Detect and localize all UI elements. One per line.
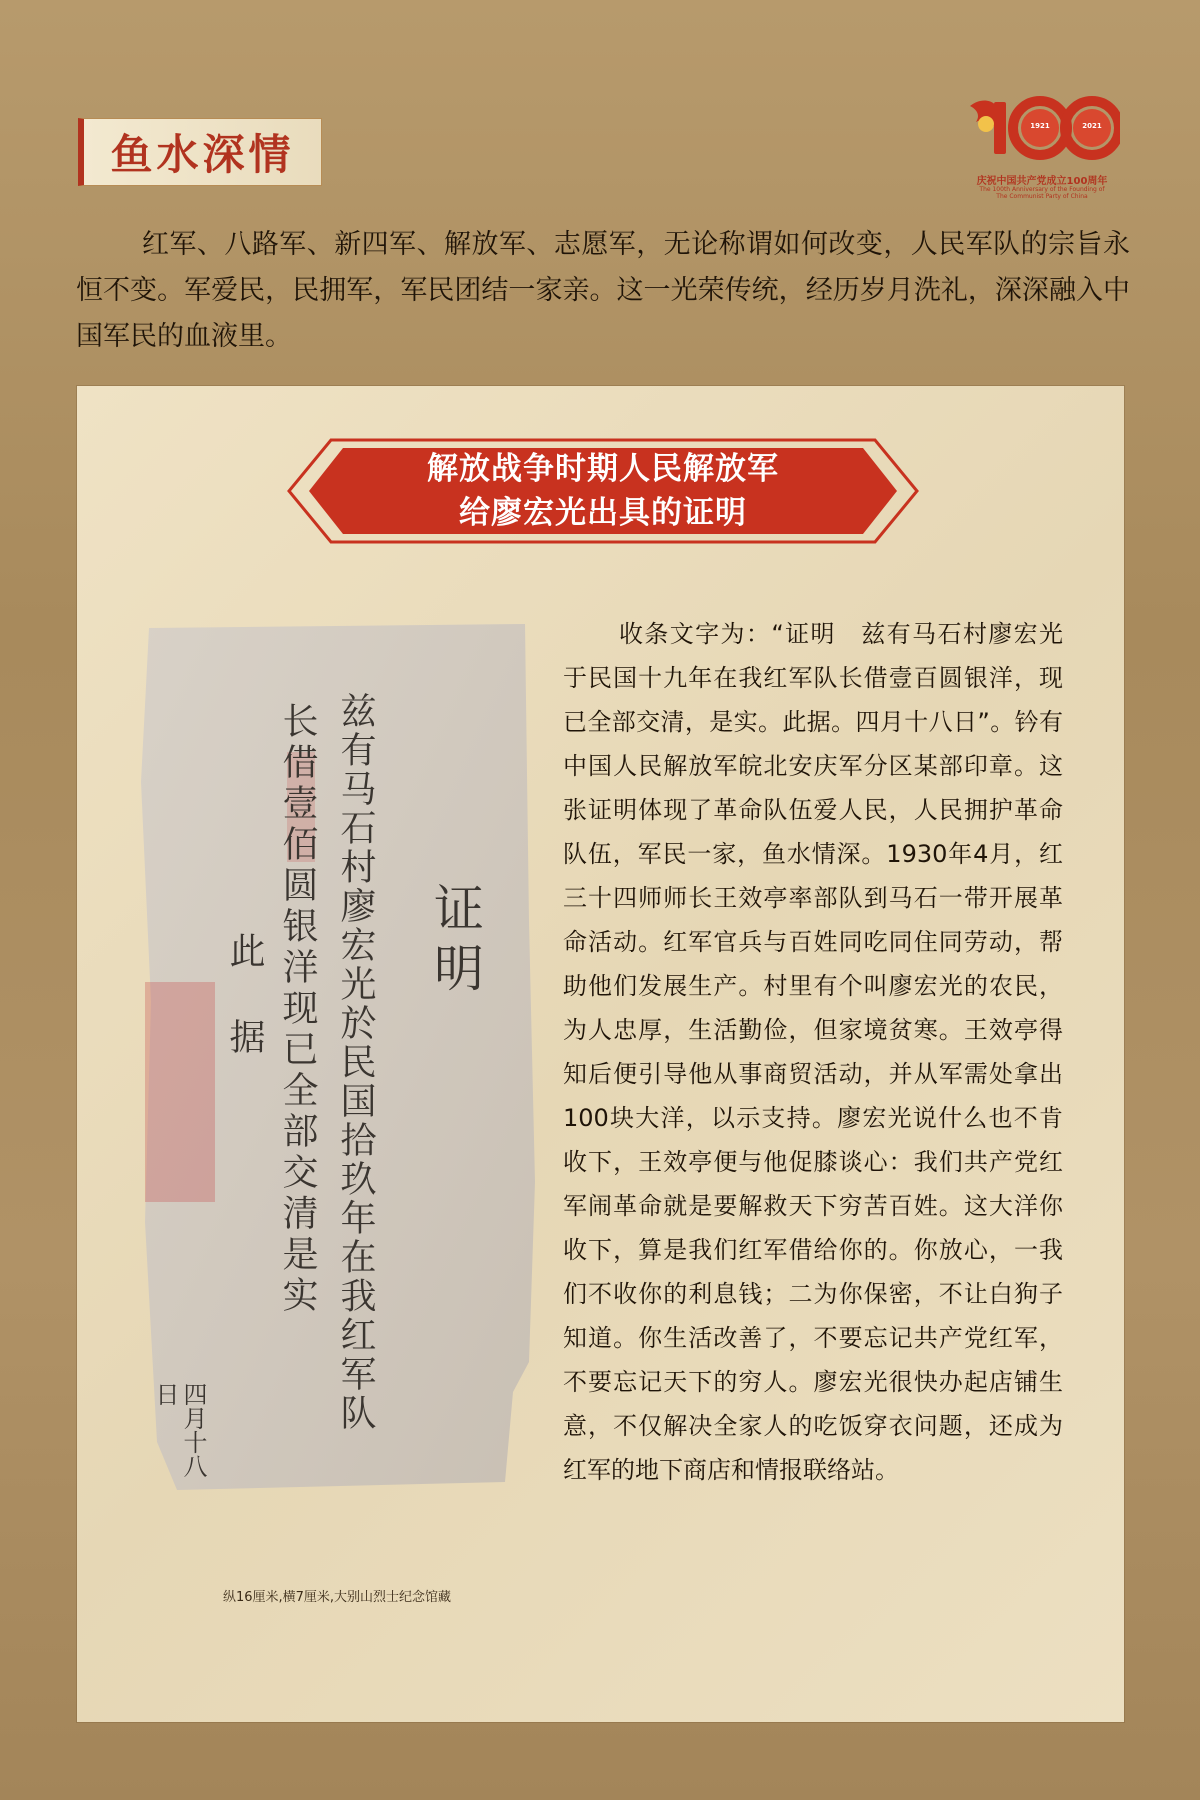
content-panel: [77, 386, 1124, 1722]
logo-year-start: 1921: [1030, 122, 1050, 130]
logo-subtitle-line1: The 100th Anniversary of the Founding of: [979, 186, 1105, 193]
intro-paragraph: 红军、八路军、新四军、解放军、志愿军，无论称谓如何改变，人民军队的宗旨永恒不变。军爱民，民拥军，军民团结一家亲。这一光荣传统，经历岁月洗礼，深深融入中国军民的血液里。: [76, 229, 1130, 352]
logo-year-end: 2021: [1082, 122, 1102, 130]
artifact-caption: 纵16厘米,横7厘米,大别山烈士纪念馆藏: [222, 1590, 452, 1605]
centenary-logo: [964, 92, 1120, 202]
banner-title-line2: 给廖宏光出具的证明: [459, 495, 747, 531]
banner-title: [285, 436, 921, 546]
receipt-artifact: [137, 622, 537, 1494]
section-tag: [78, 118, 322, 186]
logo-caption: 庆祝中国共产党成立100周年: [976, 176, 1108, 187]
logo-subtitle-line2: The Communist Party of China: [996, 193, 1088, 200]
receipt-text-col2: 兹有马石村廖宏光於民国拾玖年在我红军队: [335, 692, 376, 1433]
centenary-emblem: [964, 92, 1120, 166]
logo-subtitle: [964, 186, 1120, 200]
title-banner: [285, 436, 921, 546]
section-tag-label: 鱼水深情: [110, 130, 295, 179]
artifact-description: 收条文字为：“证明 兹有马石村廖宏光于民国十九年在我红军队长借壹百圆银洋，现已全部交清，是实。此据。四月十八日”。钤有中国人民解放军皖北安庆军分区某部印章。这张证明体现了革命队伍爱人民，人民拥护革命队伍，军民一家，鱼水情深。1930年4月，红三十四师师长王效亭率部队到马石一带开展革命活动。红军官兵与百姓同吃同住同劳动，帮助他们发展生产。村里有个叫廖宏光的农民，为人忠厚，生活勤俭，但家境贫寒。王效亭得知后便引导他从事商贸活动，并从军需处拿出100块大洋，以示支持。廖宏光说什么也不肯收下，王效亭便与他促膝谈心：我们共产党红军闹革命就是要解救天下穷苦百姓。这大洋你收下，算是我们红军借给你的。你放心，一我们不收你的利息钱；二为你保密，不让白狗子知道。你生活改善了，不要忘记共产党红军，不要忘记天下的穷人。廖宏光很快办起店铺生意，不仅解决全家人的吃饭穿衣问题，还成为红军的地下商店和情报联络站。: [563, 620, 1063, 1484]
receipt-text-col5: 四月十八日: [151, 1382, 207, 1478]
banner-title-line1: 解放战争时期人民解放军: [427, 451, 779, 487]
logo-number: [964, 92, 965, 93]
receipt-text-col4: 此据: [224, 932, 265, 1104]
receipt-text-col1: 证明: [426, 882, 484, 1002]
receipt-text-col3: 长借壹佰圆银洋现已全部交清是实: [277, 702, 318, 1317]
